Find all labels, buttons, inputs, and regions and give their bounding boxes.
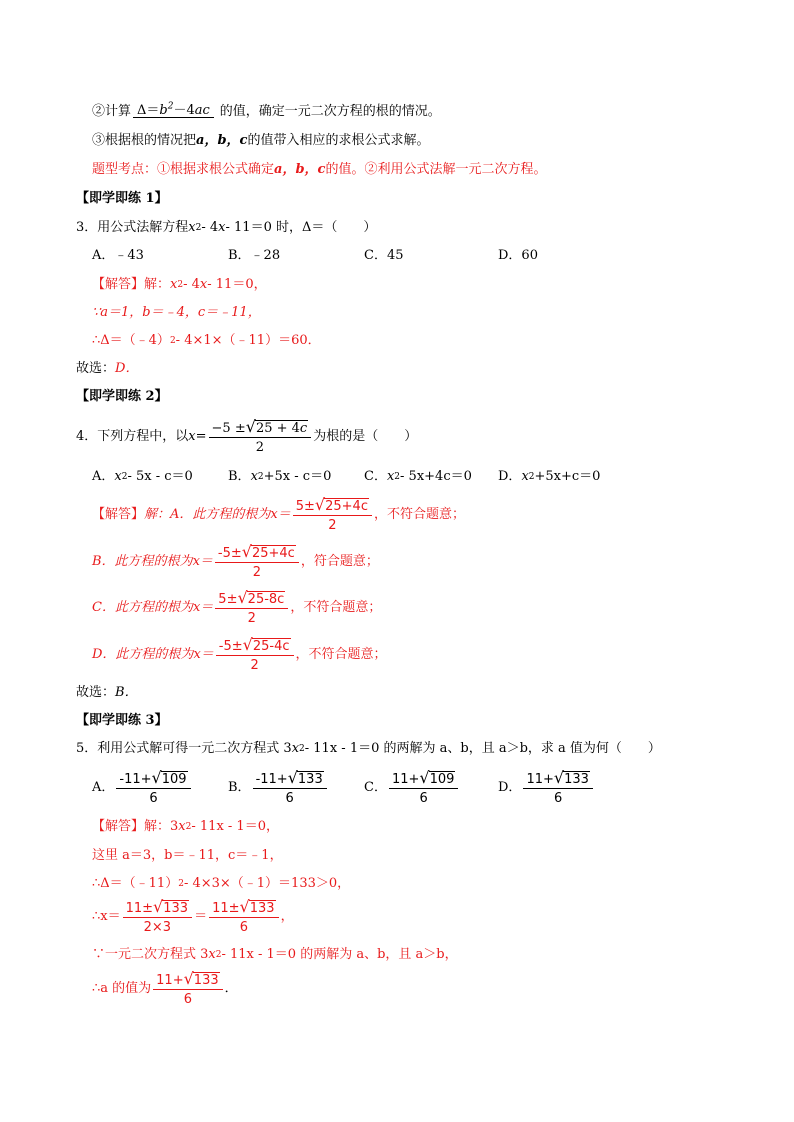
q4-ansB-text: B．此方程的根为 <box>92 553 193 569</box>
q5-ans-l4-rad2: 133 <box>249 900 275 916</box>
q4-ansA-x: x＝ <box>270 506 291 522</box>
q4-ansC-den: 2 <box>247 610 256 626</box>
q4-ansC-num-pre: 5± <box>218 591 238 607</box>
answer-text2: - 4 <box>183 277 200 292</box>
delta-b: b <box>159 103 168 118</box>
answer-text3: - 11＝0， <box>207 277 267 292</box>
q5-optA-rad: 109 <box>161 771 187 787</box>
q3-text2: - 4 <box>201 220 219 235</box>
intro-step3 <box>92 134 429 147</box>
q3-answer-line1: 【解答】 解： x 2 - 4 x - 11＝0， <box>92 277 267 292</box>
answer-text: 解： <box>144 277 171 292</box>
q4-optD-text: +5x+c＝0 <box>534 469 601 484</box>
delta-pre: Δ＝ <box>137 103 160 118</box>
q5-ans-l4-eq: ＝ <box>194 908 208 924</box>
sqrt-icon: √ <box>153 896 164 916</box>
q5-optD-den: 6 <box>554 790 563 806</box>
q5-ans-l6-frac <box>153 968 222 1007</box>
q5-ans-l4-num1-pre: 11± <box>125 900 154 916</box>
q4-num-pre: −5 ± <box>211 420 246 436</box>
q5-option-b[interactable] <box>228 766 329 808</box>
q5-optB-den: 6 <box>285 790 294 806</box>
q4-rad-text: 25 + 4 <box>255 420 300 436</box>
q3-text: 3．用公式法解方程 <box>76 220 189 235</box>
answer-label: 【解答】 <box>92 506 145 522</box>
kaodian-vars: a，b，c <box>274 162 326 177</box>
q5-optC-sqrt <box>419 767 455 787</box>
q5-text: 5．利用公式解可得一元二次方程式 3 <box>76 741 292 756</box>
q4-denominator: 2 <box>255 439 264 455</box>
q5-optC-rad: 109 <box>429 771 455 787</box>
practice1-header: 【即学即练 1】 <box>76 191 168 206</box>
answer-x2: x <box>199 277 208 292</box>
q3-stem: 3．用公式法解方程 x 2 - 4 x - 11＝0 时，Δ＝（ ） <box>76 220 377 235</box>
q4-ansC-end: ，不符合题意； <box>290 599 382 615</box>
q5-stem: 5．利用公式解可得一元二次方程式 3 x 2 - 11x - 1＝0 的两解为 a、b，且 a＞b，求 a 值为何（ ） <box>76 741 661 756</box>
q4-ansA-fraction <box>293 494 372 533</box>
q3-option-a[interactable]: A．﹣43 <box>92 248 144 263</box>
q5-ans-l4-den2: 6 <box>239 919 248 935</box>
q4-stem <box>76 416 417 456</box>
delta-post: －4 <box>173 103 195 118</box>
q4-text: 4．下列方程中，以 <box>76 428 189 444</box>
q4-optB-text: +5x - c＝0 <box>263 469 332 484</box>
q5-optB-label: B． <box>228 779 251 795</box>
q5-ans-l5-text: ∵一元二次方程式 3 <box>92 947 209 962</box>
q4-ansC-rad: 25-8c <box>247 591 285 607</box>
sqrt-icon: √ <box>183 968 194 988</box>
q4-x: x <box>188 428 196 444</box>
sqrt-icon: √ <box>241 541 252 561</box>
q5-optA-den: 6 <box>149 790 158 806</box>
q5-optC-num <box>389 767 458 789</box>
choose-label: 故选： <box>76 361 116 376</box>
q4-ansB-num <box>215 541 299 563</box>
q5-optB-fraction <box>253 767 327 806</box>
q4-optC-text: - 5x+4c＝0 <box>400 469 472 484</box>
q4-ansD-fraction <box>216 634 294 673</box>
q3-choose <box>76 362 138 375</box>
q3-option-c[interactable]: C．45 <box>364 248 404 263</box>
sqrt-icon: √ <box>239 896 250 916</box>
q4-text-end: 为根的是（ ） <box>313 428 418 444</box>
q4-optB-x: x <box>250 469 258 484</box>
q5-optD-fraction <box>523 767 592 806</box>
q4-option-a[interactable]: A． x 2 - 5x - c＝0 <box>92 469 193 484</box>
q4-optC-label: C． <box>364 469 387 484</box>
q4-ansD-den: 2 <box>250 657 259 673</box>
choose-value: D． <box>115 361 139 376</box>
q4-sqrt <box>245 416 308 436</box>
q3-answer-line3: ∴Δ＝（﹣4） 2 - 4×1×（﹣11）＝60． <box>92 333 321 348</box>
q4-ansD-x: x＝ <box>193 646 214 662</box>
q4-ansC-fraction <box>215 587 288 626</box>
q5-text2: - 11x - 1＝0 的两解为 a、b，且 a＞b，求 a 值为何（ ） <box>304 741 661 756</box>
q3-option-b[interactable]: B．﹣28 <box>228 248 281 263</box>
q5-ans-l1-text: 解：3 <box>144 819 179 834</box>
q3-text3: - 11＝0 时，Δ＝（ ） <box>225 220 377 235</box>
q4-ansD-num <box>216 634 294 656</box>
q5-optD-num-pre: 11+ <box>526 771 554 787</box>
q5-ans-l4-num1 <box>123 896 192 918</box>
q4-ansA-end: ，不符合题意； <box>373 506 465 522</box>
q4-ansC-text: C．此方程的根为 <box>92 599 193 615</box>
q4-ansB-end: ，符合题意； <box>300 553 379 569</box>
kaodian <box>92 163 546 176</box>
delta-formula <box>133 101 214 118</box>
q5-ans-l4-text: ∴x＝ <box>92 908 121 924</box>
q5-optD-rad: 133 <box>564 771 589 787</box>
q4-answer-d <box>92 634 387 674</box>
q4-optA-label: A． <box>92 469 115 484</box>
delta-exp: 2 <box>167 101 174 112</box>
q5-answer-line5: ∵一元二次方程式 3 x 2 - 11x - 1＝0 的两解为 a、b，且 a＞b， <box>92 947 458 962</box>
q5-optC-den: 6 <box>419 790 428 806</box>
q5-ans-l3-text: ∴Δ＝（﹣11） <box>92 876 179 891</box>
q5-optB-sqrt <box>287 767 324 787</box>
step2-text-end: 的值，确定一元二次方程的根的情况。 <box>219 103 441 119</box>
q5-ans-l5-x: x <box>208 947 216 962</box>
q5-ans-l4-sqrt1 <box>153 896 189 916</box>
q5-ans-l6-sqrt <box>183 968 220 988</box>
sqrt-icon: √ <box>287 767 298 787</box>
q4-numerator <box>209 416 312 438</box>
q5-ans-l6-den: 6 <box>183 991 193 1007</box>
q4-ansB-fraction <box>215 541 299 580</box>
q5-ans-l4-rad1: 133 <box>163 900 189 916</box>
q4-optA-text: - 5x - c＝0 <box>127 469 193 484</box>
q4-fraction <box>209 416 312 455</box>
q5-option-d[interactable] <box>498 766 595 808</box>
choose-value: B． <box>115 685 138 700</box>
sqrt-icon: √ <box>242 634 253 654</box>
q4-ansA-rad: 25+4c <box>325 498 368 514</box>
q4-ansC-sqrt <box>237 587 285 607</box>
q4-ansC-x: x＝ <box>192 599 214 615</box>
q5-optD-label: D． <box>498 779 522 795</box>
q3-option-d[interactable]: D．60 <box>498 248 538 263</box>
answer-x: x <box>170 277 178 292</box>
q5-optA-num <box>116 767 190 789</box>
q5-ans-l6-rad: 133 <box>193 972 219 988</box>
q5-ans-l4-end: ， <box>280 908 294 924</box>
q5-ans-l3-text2: - 4×3×（﹣1）＝133＞0， <box>183 876 351 891</box>
q5-option-a[interactable] <box>92 766 193 808</box>
q4-ansD-end: ，不符合题意； <box>295 646 387 662</box>
q5-ans-l4-sqrt2 <box>239 896 276 916</box>
q4-ansA-text: 解：A．此方程的根为 <box>144 506 271 522</box>
q5-ans-l6-text: ∴a 的值为 <box>92 980 152 996</box>
q5-answer-line3: ∴Δ＝（﹣11） 2 - 4×3×（﹣1）＝133＞0， <box>92 876 351 891</box>
q4-ansA-den: 2 <box>328 517 337 533</box>
q4-eq: = <box>195 428 207 444</box>
kaodian-text-end: 的值。②利用公式法解一元二次方程。 <box>325 162 547 177</box>
q4-ansA-num <box>293 494 372 516</box>
step3-text: ③根据根的情况把 <box>92 133 197 148</box>
q5-optA-sqrt <box>151 767 188 787</box>
q4-ansD-num-pre: -5± <box>218 638 243 654</box>
q4-rad-c: c <box>299 420 308 436</box>
q5-optA-label: A． <box>92 779 115 795</box>
q5-ans-l4-frac2 <box>209 896 278 935</box>
q4-option-c[interactable]: C． x 2 - 5x+4c＝0 <box>364 469 472 484</box>
q4-answer-c <box>92 587 381 627</box>
q5-optD-num <box>523 767 592 789</box>
q5-ans-l4-num2 <box>209 896 278 918</box>
practice3-header: 【即学即练 3】 <box>76 713 168 728</box>
q4-optC-x: x <box>386 469 395 484</box>
q5-ans-l1-text2: - 11x - 1＝0， <box>191 819 279 834</box>
q4-ansD-rad: 25-4c <box>252 638 290 654</box>
q5-optA-num-pre: -11+ <box>119 771 152 787</box>
q5-optB-num <box>253 767 327 789</box>
q4-ansA-num-pre: 5± <box>295 498 315 514</box>
q5-optB-num-pre: -11+ <box>255 771 288 787</box>
q5-optC-fraction <box>389 767 458 806</box>
q5-answer-line4 <box>92 894 294 938</box>
sqrt-icon: √ <box>151 767 162 787</box>
practice2-header: 【即学即练 2】 <box>76 389 168 404</box>
answer-l3-text: ∴Δ＝（﹣4） <box>92 333 170 348</box>
q5-ans-l4-den1: 2×3 <box>143 919 172 935</box>
q4-ansB-num-pre: -5± <box>217 545 242 561</box>
q5-optC-label: C． <box>364 779 387 795</box>
q5-ans-l6-end: ． <box>224 980 238 996</box>
q4-optB-label: B． <box>228 469 251 484</box>
answer-label: 【解答】 <box>92 819 145 834</box>
q4-ansD-sqrt <box>242 634 291 654</box>
q4-optD-x: x <box>521 469 529 484</box>
q5-answer-line6 <box>92 966 238 1010</box>
step2-text: ②计算 <box>92 103 132 119</box>
q4-ansC-num <box>215 587 288 609</box>
sqrt-icon: √ <box>419 767 430 787</box>
q5-ans-l4-num2-pre: 11± <box>212 900 240 916</box>
q4-option-b[interactable]: B． x 2 +5x - c＝0 <box>228 469 332 484</box>
q4-ansB-rad: 25+4c <box>251 545 295 561</box>
choose-label: 故选： <box>76 685 116 700</box>
q4-option-d[interactable]: D． x 2 +5x+c＝0 <box>498 469 601 484</box>
q5-optA-fraction <box>116 767 190 806</box>
q4-answer-a <box>92 494 465 534</box>
q5-x: x <box>291 741 300 756</box>
q5-ans-l5-text2: - 11x - 1＝0 的两解为 a、b，且 a＞b， <box>221 947 458 962</box>
q5-ans-l1-x: x <box>178 819 186 834</box>
q4-radicand <box>255 420 308 435</box>
q3-x: x <box>188 220 196 235</box>
q5-answer-line2: 这里 a＝3，b＝﹣11，c＝﹣1， <box>92 848 283 863</box>
answer-l3-text2: - 4×1×（﹣11）＝60． <box>175 333 321 348</box>
q4-answer-b <box>92 541 379 581</box>
q5-ans-l6-num <box>153 968 222 990</box>
q4-choose <box>76 686 138 699</box>
q4-ansD-text: D．此方程的根为 <box>92 646 194 662</box>
delta-ac: ac <box>194 103 210 118</box>
q5-ans-l4-frac1 <box>123 896 192 935</box>
q4-optA-x: x <box>114 469 122 484</box>
answer-label: 【解答】 <box>92 277 145 292</box>
sqrt-icon: √ <box>314 494 326 514</box>
q5-answer-line1: 【解答】 解：3 x 2 - 11x - 1＝0， <box>92 819 279 834</box>
step3-vars: a，b，c <box>196 133 248 148</box>
q3-answer-line2: ∵a＝1，b＝﹣4，c＝﹣11， <box>92 305 261 320</box>
q5-ans-l6-num-pre: 11+ <box>156 972 184 988</box>
q4-ansB-sqrt <box>241 541 296 561</box>
q5-optC-num-pre: 11+ <box>391 771 420 787</box>
sqrt-icon: √ <box>245 416 256 436</box>
intro-step2 <box>92 101 441 119</box>
sqrt-icon: √ <box>553 767 565 787</box>
q3-x2: x <box>218 220 226 235</box>
q5-optB-rad: 133 <box>297 771 323 787</box>
q4-ansB-x: x＝ <box>192 553 213 569</box>
q5-option-c[interactable] <box>364 766 460 808</box>
kaodian-text: 题型考点：①根据求根公式确定 <box>92 162 275 177</box>
q4-ansA-sqrt <box>314 494 369 514</box>
sqrt-icon: √ <box>237 587 248 607</box>
step3-text-end: 的值带入相应的求根公式求解。 <box>247 133 430 148</box>
q4-ansB-den: 2 <box>252 564 261 580</box>
q4-optD-label: D． <box>498 469 522 484</box>
q5-optD-sqrt <box>553 767 590 787</box>
